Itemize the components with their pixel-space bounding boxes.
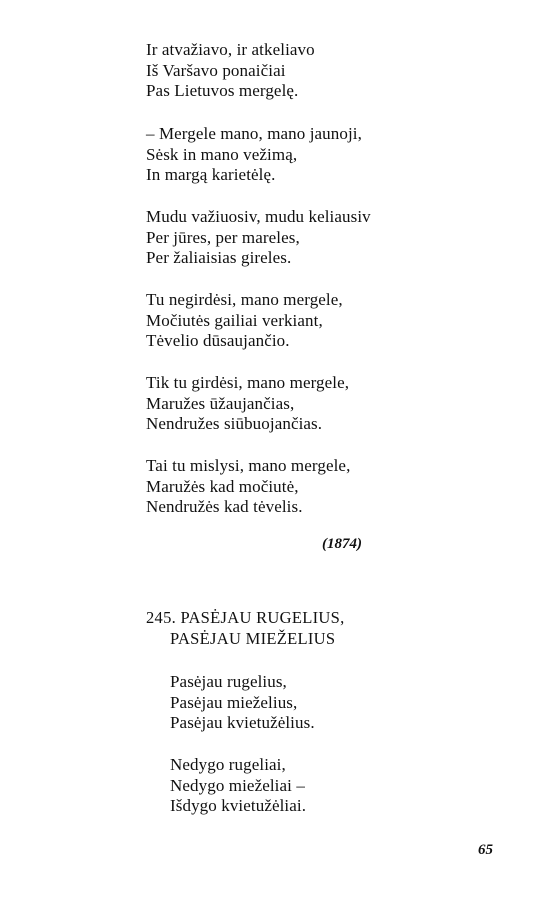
verse-line: Išdygo kvietužėliai.	[170, 796, 307, 815]
verse-line: – Mergele mano, mano jaunoji,	[146, 124, 362, 143]
verse-line: Pasėjau rugelius,	[170, 672, 287, 691]
poem-2-stanza-1	[170, 672, 315, 734]
verse-line: Tik tu girdėsi, mano mergele,	[146, 373, 350, 392]
poem-2-stanza-2	[170, 755, 306, 817]
verse-line: Per žaliaisias gireles.	[146, 248, 292, 267]
verse-line: In margą karietėlę.	[146, 165, 276, 184]
poem-1-stanza-1	[146, 40, 315, 102]
poem-1-stanza-3	[146, 207, 371, 269]
verse-line: Maružes ūžaujančias,	[146, 393, 295, 413]
verse-line: Pasėjau kvietužėlius.	[170, 713, 315, 732]
page-number: 65	[478, 842, 493, 858]
verse-line: Iš Varšavo ponaičiai	[146, 60, 286, 80]
verse-line: Pasėjau mieželius,	[170, 692, 298, 712]
verse-line: Nedygo rugeliai,	[170, 755, 286, 774]
verse-line: Močiutės gailiai verkiant,	[146, 310, 323, 330]
verse-line: Tėvelio dūsaujančio.	[146, 331, 290, 350]
poem-1-stanza-4	[146, 290, 343, 352]
poem-1-stanza-6	[146, 456, 350, 518]
poem-1-stanza-5	[146, 373, 349, 435]
poem-1-stanza-2	[146, 124, 362, 186]
verse-line: Sėsk in mano vežimą,	[146, 144, 298, 164]
poem-2-heading	[146, 608, 345, 649]
verse-line: Ir atvažiavo, ir atkeliavo	[146, 40, 315, 59]
poem-date: (1874)	[322, 536, 362, 552]
verse-line: Tai tu mislysi, mano mergele,	[146, 456, 351, 475]
verse-line: Nedygo mieželiai –	[170, 775, 305, 795]
heading-line-2: PASĖJAU MIEŽELIUS	[170, 628, 336, 648]
verse-line: Nendružes siūbuojančias.	[146, 414, 323, 433]
verse-line: Mudu važiuosiv, mudu keliausiv	[146, 207, 371, 226]
verse-line: Nendružės kad tėvelis.	[146, 497, 303, 516]
heading-line-1: 245. PASĖJAU RUGELIUS,	[146, 608, 345, 627]
verse-line: Pas Lietuvos mergelę.	[146, 81, 299, 100]
verse-line: Maružės kad močiutė,	[146, 476, 299, 496]
verse-line: Per jūres, per mareles,	[146, 227, 300, 247]
verse-line: Tu negirdėsi, mano mergele,	[146, 290, 343, 309]
